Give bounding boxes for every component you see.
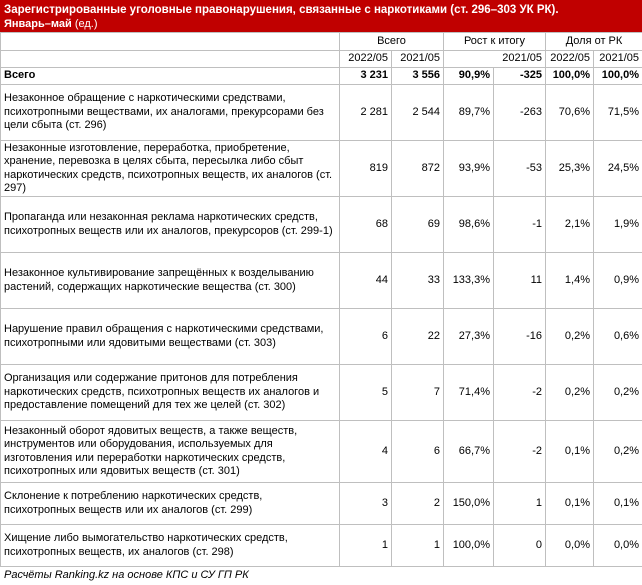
row-label: Незаконные изготовление, переработка, приобретение, хранение, перевозка в целях сбыта, пересылка либо сбыт наркотических средств, психотропных веществ, их аналогов (ст. 297) (1, 141, 340, 197)
cell-v2022: 5 (340, 365, 392, 421)
cell-v2022: 3 231 (340, 68, 392, 85)
cell-v2022: 6 (340, 309, 392, 365)
cell-share2022: 0,0% (546, 525, 594, 567)
table-row (1, 85, 642, 141)
cell-v2022: 44 (340, 253, 392, 309)
cell-growth-abs: 1 (494, 483, 546, 525)
subtitle-unit: (ед.) (72, 18, 98, 30)
cell-growth-abs: 11 (494, 253, 546, 309)
cell-share2021: 0,2% (594, 421, 642, 483)
header-row-periods (1, 51, 642, 68)
cell-share2021: 0,9% (594, 253, 642, 309)
cell-growth-pct: 98,6% (444, 197, 494, 253)
cell-v2022: 2 281 (340, 85, 392, 141)
cell-v2022: 3 (340, 483, 392, 525)
cell-growth-pct: 90,9% (444, 68, 494, 85)
cell-share2022: 0,1% (546, 483, 594, 525)
row-label: Пропаганда или незаконная реклама наркотических средств, психотропных веществ или их аналогов, прекурсоров (ст. 299-1) (1, 197, 340, 253)
table-row (1, 197, 642, 253)
header-empty-cell (1, 51, 340, 68)
cell-growth-abs: -53 (494, 141, 546, 197)
cell-growth-pct: 93,9% (444, 141, 494, 197)
row-label: Незаконный оборот ядовитых веществ, а также веществ, инструментов или оборудования, используемых для изготовления или переработки наркотических средств, психотропных или ядовитых веществ (ст. 301) (1, 421, 340, 483)
cell-share2021: 100,0% (594, 68, 642, 85)
cell-growth-abs: -325 (494, 68, 546, 85)
header-period: 2021/05 (594, 51, 642, 68)
data-table (0, 32, 642, 567)
table-title: Зарегистрированные уголовные правонарушения, связанные с наркотиками (ст. 296–303 УК РК). (4, 3, 638, 17)
cell-growth-abs: -2 (494, 365, 546, 421)
row-label: Склонение к потреблению наркотических средств, психотропных веществ или их аналогов (ст. 299) (1, 483, 340, 525)
table-row (1, 141, 642, 197)
table-row (1, 525, 642, 567)
cell-share2022: 0,1% (546, 421, 594, 483)
table-row (1, 421, 642, 483)
header-period: 2021/05 (392, 51, 444, 68)
header-total: Всего (340, 33, 444, 51)
cell-share2022: 70,6% (546, 85, 594, 141)
cell-share2022: 0,2% (546, 365, 594, 421)
header-period: 2022/05 (546, 51, 594, 68)
cell-share2022: 25,3% (546, 141, 594, 197)
cell-growth-pct: 71,4% (444, 365, 494, 421)
cell-growth-pct: 89,7% (444, 85, 494, 141)
cell-v2022: 819 (340, 141, 392, 197)
subtitle-period: Январь–май (4, 18, 72, 30)
cell-growth-abs: -16 (494, 309, 546, 365)
cell-share2022: 1,4% (546, 253, 594, 309)
table-row (1, 309, 642, 365)
cell-growth-pct: 66,7% (444, 421, 494, 483)
cell-share2021: 0,1% (594, 483, 642, 525)
row-label: Всего (1, 68, 340, 85)
cell-v2022: 68 (340, 197, 392, 253)
cell-share2021: 24,5% (594, 141, 642, 197)
cell-growth-abs: 0 (494, 525, 546, 567)
header-empty-cell (1, 33, 340, 51)
row-label: Незаконное обращение с наркотическими средствами, психотропными веществами, их аналогами, прекурсорами без цели сбыта (ст. 296) (1, 85, 340, 141)
row-label: Нарушение правил обращения с наркотическими средствами, психотропными или ядовитыми веществами (ст. 303) (1, 309, 340, 365)
cell-share2022: 0,2% (546, 309, 594, 365)
row-label: Незаконное культивирование запрещённых к возделыванию растений, содержащих наркотические вещества (ст. 300) (1, 253, 340, 309)
cell-v2022: 1 (340, 525, 392, 567)
cell-v2021: 2 (392, 483, 444, 525)
row-label: Хищение либо вымогательство наркотических средств, психотропных веществ, их аналогов (ст. 298) (1, 525, 340, 567)
cell-v2021: 33 (392, 253, 444, 309)
cell-share2021: 71,5% (594, 85, 642, 141)
header-growth: Рост к итогу (444, 33, 546, 51)
cell-share2021: 0,6% (594, 309, 642, 365)
table-row-total (1, 68, 642, 85)
header-row-groups (1, 33, 642, 51)
cell-share2021: 0,0% (594, 525, 642, 567)
cell-growth-abs: -2 (494, 421, 546, 483)
cell-share2021: 1,9% (594, 197, 642, 253)
cell-v2021: 69 (392, 197, 444, 253)
cell-growth-pct: 100,0% (444, 525, 494, 567)
cell-v2021: 3 556 (392, 68, 444, 85)
table-row (1, 483, 642, 525)
cell-share2022: 100,0% (546, 68, 594, 85)
table-row (1, 253, 642, 309)
cell-growth-abs: -263 (494, 85, 546, 141)
cell-v2021: 872 (392, 141, 444, 197)
cell-growth-pct: 150,0% (444, 483, 494, 525)
cell-v2021: 1 (392, 525, 444, 567)
header-share: Доля от РК (546, 33, 642, 51)
table-header-banner (0, 0, 642, 32)
row-label: Организация или содержание притонов для потребления наркотических средств, психотропных веществ их аналогов и предоставление помещений для тех же целей (ст. 302) (1, 365, 340, 421)
cell-growth-pct: 133,3% (444, 253, 494, 309)
cell-share2022: 2,1% (546, 197, 594, 253)
table-subtitle (4, 17, 638, 31)
cell-growth-pct: 27,3% (444, 309, 494, 365)
header-period: 2021/05 (444, 51, 546, 68)
cell-v2021: 6 (392, 421, 444, 483)
source-note: Расчёты Ranking.kz на основе КПС и СУ ГП РК (0, 567, 642, 585)
table-row (1, 365, 642, 421)
cell-v2021: 22 (392, 309, 444, 365)
cell-v2022: 4 (340, 421, 392, 483)
cell-v2021: 7 (392, 365, 444, 421)
cell-v2021: 2 544 (392, 85, 444, 141)
cell-share2021: 0,2% (594, 365, 642, 421)
cell-growth-abs: -1 (494, 197, 546, 253)
header-period: 2022/05 (340, 51, 392, 68)
